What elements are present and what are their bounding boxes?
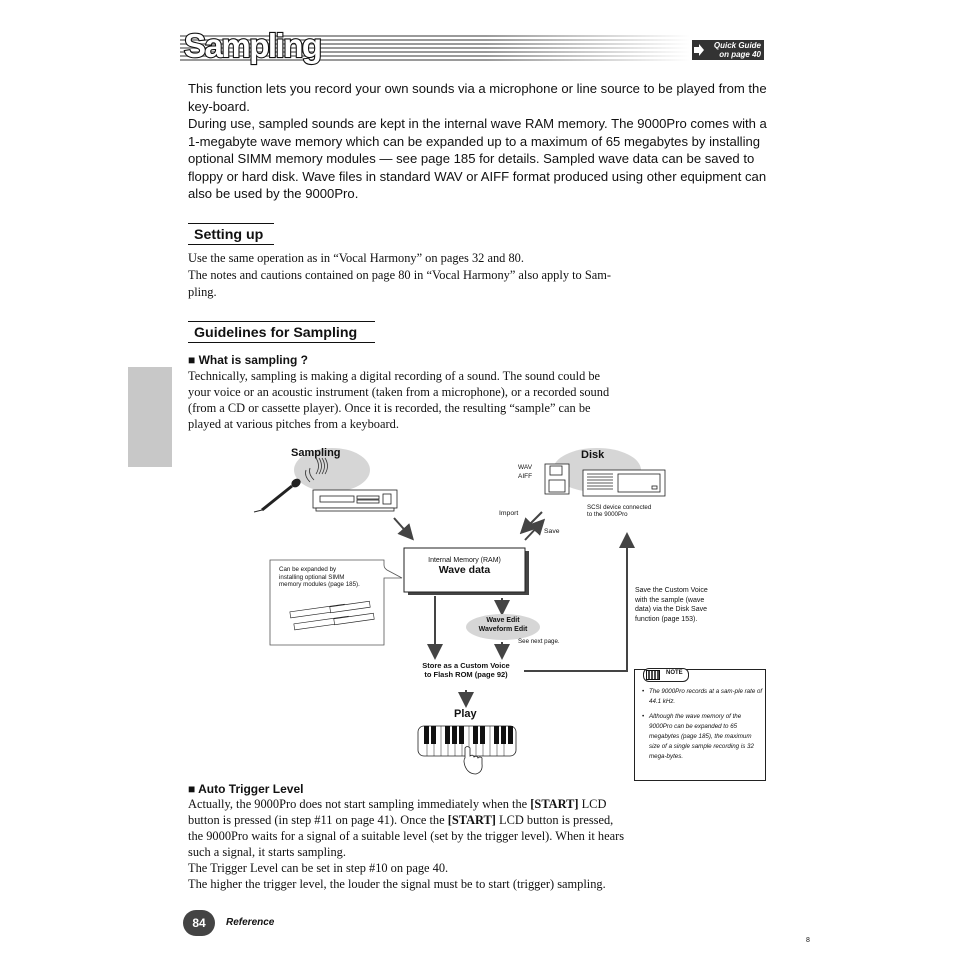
intro-paragraph-2: During use, sampled sounds are kept in the internal wave RAM memory. The 9000Pro comes with a 1-megabyte wave memory which can be expanded up to a maximum of 65 megabytes by installing optional SIMM memory modules — see page 185 for details. Sampled wave data can be saved to floppy or hard disk. Wave files in standard WAV or AIFF format produced using other equipment can also be used by the 9000Pro. [188, 116, 767, 201]
import-label: Import [499, 510, 519, 517]
diagram-disk-label: Disk [581, 449, 605, 461]
auto-trigger-paragraph-3: The higher the trigger level, the louder the signal must be to start (trigger) sampling. [188, 877, 606, 891]
store-to-disk-line [524, 538, 627, 671]
corner-number: 8 [806, 937, 810, 944]
save-custom-voice-text: Save the Custom Voice with the sample (wave data) via the Disk Save function (page 153). [635, 587, 708, 623]
cd-player-icon [313, 490, 397, 511]
setting-up-paragraph-1: Use the same operation as in “Vocal Harmony” on pages 32 and 80. [188, 251, 524, 265]
wave-data-label: Wave data [438, 564, 491, 576]
keyboard-note-icon [646, 670, 660, 680]
footer-section-label: Reference [226, 917, 275, 928]
see-next-page-label: See next page. [518, 638, 560, 645]
setting-up-paragraph-2: The notes and cautions contained on page 80 in “Vocal Harmony” also apply to Sam-pling. [188, 268, 612, 299]
note-list [639, 687, 763, 762]
page-title: Sampling [184, 27, 321, 64]
wav-aiff-label [518, 463, 532, 481]
arrow-right-icon [694, 44, 704, 56]
guidelines-heading-text: Guidelines for Sampling [194, 325, 358, 341]
setting-up-text [188, 250, 628, 301]
page-number-badge: 84 [183, 910, 215, 936]
hard-disk-icon [583, 470, 665, 496]
setting-up-heading [188, 227, 274, 245]
square-bullet-icon: ■ [188, 782, 199, 796]
what-is-sampling-paragraph: Technically, sampling is making a digital recording of a sound. The sound could be your voice or an acoustic instrument (taken from a microphone), or a recorded sound (from a CD or cassette player). Once it is recorded, the resulting “sample” can be played at various pitches from a keyboard. [188, 369, 610, 431]
auto-trigger-paragraph-2: The Trigger Level can be set in step #10 on page 40. [188, 861, 449, 875]
auto-trigger-text [188, 796, 628, 892]
title-bar [180, 27, 764, 65]
note-badge [643, 668, 689, 682]
note-box [634, 669, 766, 781]
auto-trigger-paragraph-1: Actually, the 9000Pro does not start sampling immediately when the [START] LCD button is pressed (in step #11 on page 41). Once the [START] LCD button is pressed, the 9000Pro waits for a signal of a suitable level (set by the trigger level). When it hears such a signal, it starts sampling. [188, 797, 625, 859]
square-bullet-icon: ■ [188, 353, 199, 367]
side-tab [128, 367, 172, 467]
floppy-disk-icon [545, 464, 569, 494]
what-is-sampling-text [188, 368, 620, 432]
diagram-sampling-label: Sampling [291, 447, 341, 459]
sampling-to-memory-arrow [394, 518, 410, 536]
setting-up-heading-text: Setting up [194, 227, 264, 243]
intro-paragraph-1: This function lets you record your own sounds via a microphone or line source to be played from the key-board. [188, 81, 767, 114]
store-custom-voice-label: Store as a Custom Voice to Flash ROM (page 92) [422, 661, 510, 679]
note-label: NOTE [666, 670, 683, 676]
what-is-sampling-heading: ■ What is sampling ? [188, 353, 308, 367]
wav-label: WAV [518, 464, 533, 471]
quick-guide-badge[interactable] [692, 40, 764, 60]
aiff-label: AIFF [518, 473, 533, 480]
save-label: Save [544, 528, 560, 535]
quick-guide-line1: Quick Guide [713, 41, 761, 50]
guidelines-heading [188, 325, 375, 343]
wave-edit-label: Wave Edit Waveform Edit [478, 617, 528, 633]
note-item: • Although the wave memory of the 9000Pro can be expanded to 65 megabytes (page 185), the maximum size of a single sample recording is 32 mega-bytes. [639, 712, 763, 762]
scsi-label: SCSI device connected to the 9000Pro [587, 504, 652, 518]
intro-text [188, 80, 768, 203]
import-arrow [524, 512, 542, 530]
auto-trigger-heading: ■ Auto Trigger Level [188, 782, 304, 796]
microphone-icon [254, 477, 302, 512]
diagram-play-label: Play [454, 708, 477, 720]
note-item: • The 9000Pro records at a sam-ple rate of 44.1 kHz. [639, 687, 763, 707]
quick-guide-line2: on page 40 [719, 50, 761, 59]
memory-note-text: Can be expanded by installing optional SIMM memory modules (page 185). [279, 566, 360, 588]
ram-label: Internal Memory (RAM) [428, 557, 501, 564]
ram-box-text [404, 557, 525, 576]
